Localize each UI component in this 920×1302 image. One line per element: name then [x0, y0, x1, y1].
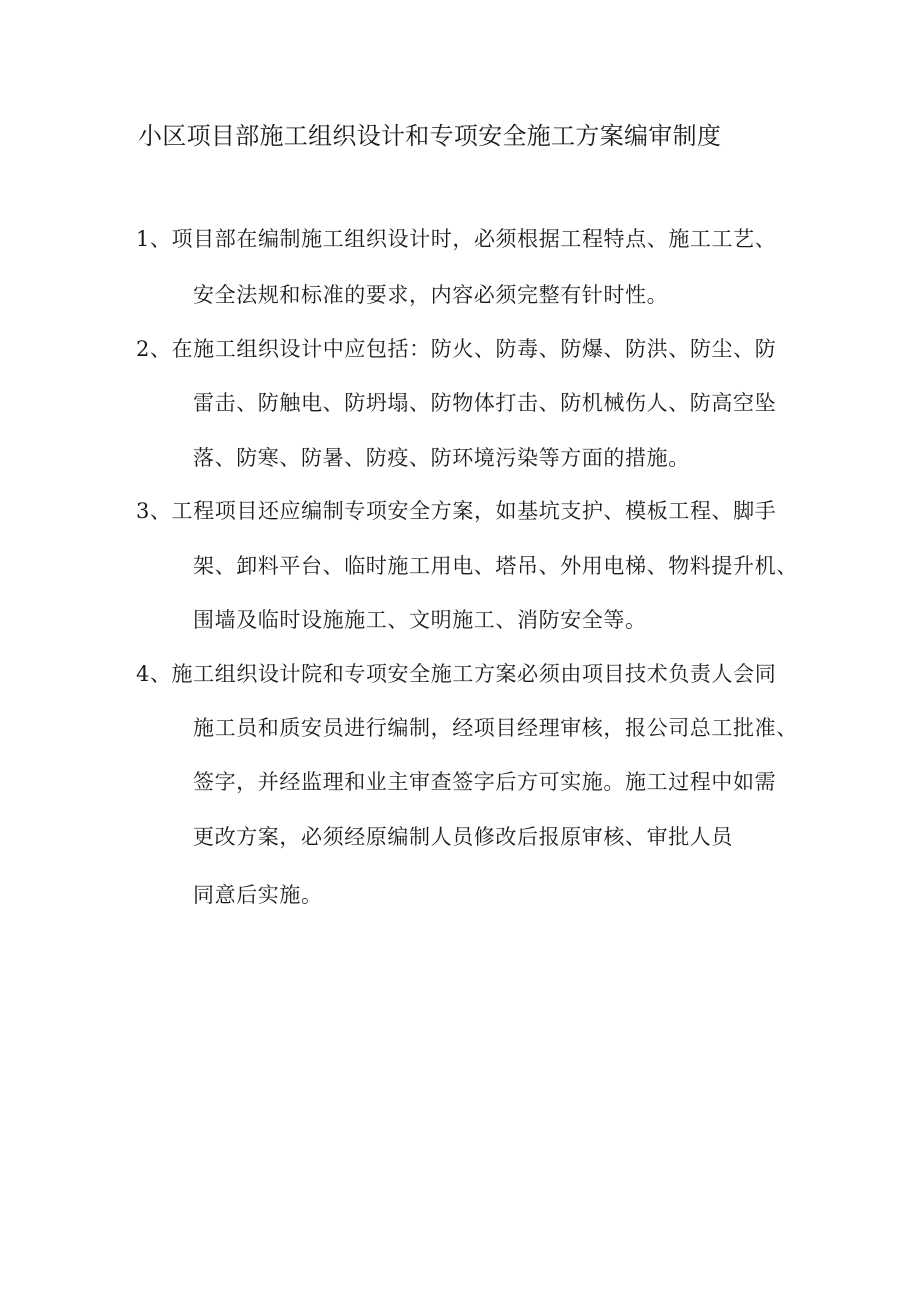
- list-item-line: 围墙及临时设施施工、文明施工、消防安全等。: [193, 608, 647, 632]
- list-item-line: 架、卸料平台、临时施工用电、塔吊、外用电梯、物料提升机、: [193, 554, 798, 578]
- list-item-line: 1、项目部在编制施工组织设计时，必须根据工程特点、施工工艺、: [136, 227, 777, 251]
- list-item-line: 签字，并经监理和业主审查签字后方可实施。施工过程中如需: [193, 770, 777, 794]
- list-item-line: 安全法规和标准的要求，内容必须完整有针时性。: [193, 283, 669, 307]
- list-item-line: 3、工程项目还应编制专项安全方案，如基坑支护、模板工程、脚手: [136, 499, 777, 523]
- list-item-line: 落、防寒、防暑、防疫、防环境污染等方面的措施。: [193, 446, 690, 470]
- list-item-line: 施工员和质安员进行编制，经项目经理审核，报公司总工批准、: [193, 716, 798, 740]
- list-item-line: 同意后实施。: [193, 883, 323, 907]
- list-item-line: 更改方案，必须经原编制人员修改后报原审核、审批人员: [193, 825, 733, 849]
- list-item-line: 雷击、防触电、防坍塌、防物体打击、防机械伤人、防高空坠: [193, 391, 777, 415]
- list-item-line: 4、施工组织设计院和专项安全施工方案必须由项目技术负责人会同: [136, 662, 777, 686]
- document-title: 小区项目部施工组织设计和专项安全施工方案编审制度: [138, 122, 722, 150]
- list-item-line: 2、在施工组织设计中应包括：防火、防毒、防爆、防洪、防尘、防: [136, 337, 777, 361]
